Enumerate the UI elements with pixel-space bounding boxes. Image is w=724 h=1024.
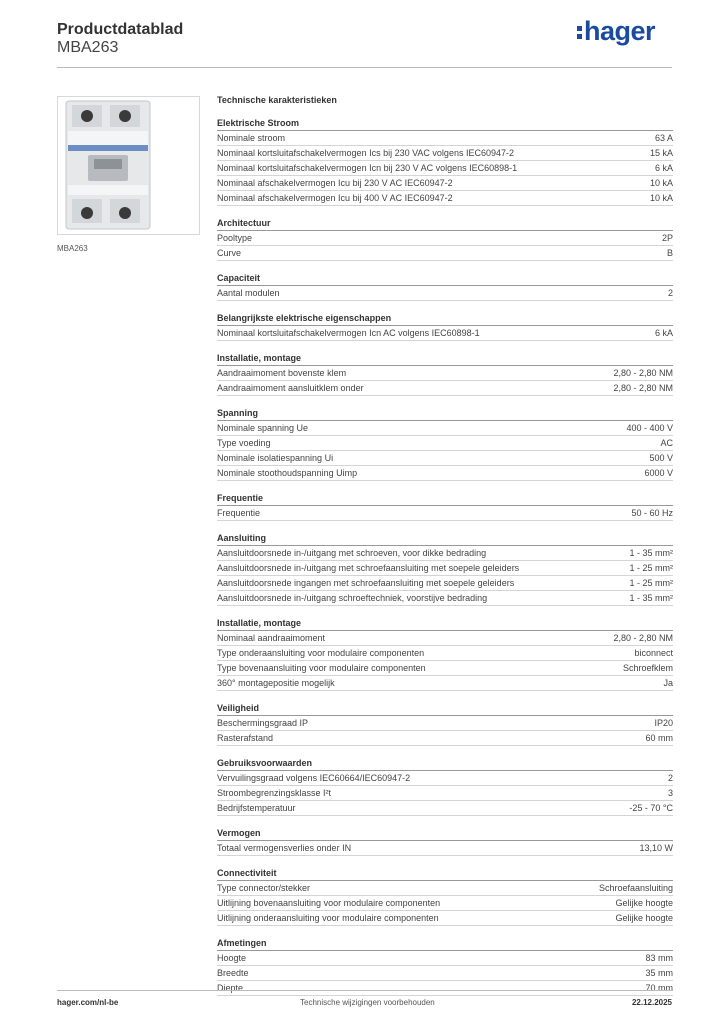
spec-row [217, 421, 673, 436]
spec-row [217, 506, 673, 521]
spec-section [217, 867, 673, 926]
spec-row [217, 161, 673, 176]
section-title: Installatie, montage [217, 352, 673, 366]
spec-row [217, 881, 673, 896]
spec-label: Vervuilingsgraad volgens IEC60664/IEC60947-2 [217, 773, 411, 783]
spec-label: Totaal vermogensverlies onder IN [217, 843, 352, 853]
spec-section [217, 702, 673, 746]
spec-label: Aandraaimoment bovenste klem [217, 368, 347, 378]
spec-value: 83 mm [645, 953, 673, 963]
spec-label: Breedte [217, 968, 249, 978]
spec-row [217, 951, 673, 966]
spec-section [217, 827, 673, 856]
spec-label: Aansluitdoorsnede in-/uitgang schroeftechniek, voorstijve bedrading [217, 593, 488, 603]
spec-value: 10 kA [649, 193, 673, 203]
spec-value: -25 - 70 °C [629, 803, 673, 813]
spec-row [217, 561, 673, 576]
section-title: Architectuur [217, 217, 673, 231]
footer-website[interactable]: hager.com/nl-be [57, 998, 119, 1007]
product-code: MBA263 [57, 39, 119, 56]
spec-value: Schroefklem [622, 663, 673, 673]
spec-value: 6000 V [644, 468, 673, 478]
spec-value: 2P [661, 233, 673, 243]
spec-label: Frequentie [217, 508, 261, 518]
spec-row [217, 661, 673, 676]
spec-value: 1 - 35 mm² [629, 593, 673, 603]
spec-label: Bedrijfstemperatuur [217, 803, 296, 813]
spec-value: Gelijke hoogte [615, 913, 673, 923]
spec-section [217, 492, 673, 521]
spec-row [217, 231, 673, 246]
spec-row [217, 546, 673, 561]
spec-row [217, 326, 673, 341]
section-title: Frequentie [217, 492, 673, 506]
spec-section [217, 312, 673, 341]
spec-row [217, 631, 673, 646]
spec-row [217, 716, 673, 731]
spec-label: Nominaal kortsluitafschakelvermogen Icn AC volgens IEC60898-1 [217, 328, 480, 338]
spec-value: Gelijke hoogte [615, 898, 673, 908]
spec-row [217, 246, 673, 261]
spec-label: Uitlijning bovenaansluiting voor modulaire componenten [217, 898, 441, 908]
spec-row [217, 646, 673, 661]
spec-row [217, 771, 673, 786]
spec-row [217, 131, 673, 146]
spec-value: 60 mm [645, 733, 673, 743]
section-title: Connectiviteit [217, 867, 673, 881]
footer-divider [57, 990, 672, 991]
spec-label: Aansluitdoorsnede ingangen met schroefaansluiting met soepele geleiders [217, 578, 515, 588]
footer-disclaimer: Technische wijzigingen voorbehouden [300, 998, 435, 1007]
spec-section [217, 532, 673, 606]
circuit-breaker-icon [58, 97, 199, 234]
spec-value: 2,80 - 2,80 NM [613, 383, 673, 393]
spec-value: 400 - 400 V [626, 423, 673, 433]
spec-section [217, 937, 673, 996]
spec-row [217, 286, 673, 301]
spec-value: 1 - 35 mm² [629, 548, 673, 558]
spec-label: Pooltype [217, 233, 253, 243]
section-title: Vermogen [217, 827, 673, 841]
spec-value: AC [660, 438, 673, 448]
spec-value: B [666, 248, 673, 258]
spec-row [217, 896, 673, 911]
spec-row [217, 786, 673, 801]
section-title: Belangrijkste elektrische eigenschappen [217, 312, 673, 326]
spec-sections [217, 117, 673, 996]
spec-value: Schroefaansluiting [598, 883, 673, 893]
spec-row [217, 731, 673, 746]
spec-value: 3 [667, 788, 673, 798]
spec-row [217, 911, 673, 926]
section-title: Capaciteit [217, 272, 673, 286]
spec-value: 2,80 - 2,80 NM [613, 368, 673, 378]
spec-label: Type onderaansluiting voor modulaire componenten [217, 648, 425, 658]
spec-row [217, 801, 673, 816]
spec-label: Aantal modulen [217, 288, 280, 298]
section-title: Afmetingen [217, 937, 673, 951]
spec-label: Beschermingsgraad IP [217, 718, 309, 728]
spec-row [217, 981, 673, 996]
spec-value: 2,80 - 2,80 NM [613, 633, 673, 643]
product-caption: MBA263 [57, 244, 88, 253]
logo-dots-icon [577, 23, 582, 42]
spec-label: Type bovenaansluiting voor modulaire componenten [217, 663, 426, 673]
spec-value: 2 [667, 773, 673, 783]
spec-label: Stroombegrenzingsklasse I²t [217, 788, 332, 798]
spec-label: Diepte [217, 983, 244, 993]
spec-label: Aansluitdoorsnede in-/uitgang met schroefaansluiting met soepele geleiders [217, 563, 520, 573]
specifications [217, 95, 673, 1007]
spec-row [217, 366, 673, 381]
spec-value: 15 kA [649, 148, 673, 158]
product-image [57, 96, 200, 235]
section-title: Installatie, montage [217, 617, 673, 631]
footer-date: 22.12.2025 [631, 998, 672, 1007]
logo-text: hager [583, 16, 655, 46]
spec-label: Nominaal kortsluitafschakelvermogen Ics bij 230 VAC volgens IEC60947-2 [217, 148, 514, 158]
spec-label: Nominaal aandraaimoment [217, 633, 326, 643]
spec-value: 50 - 60 Hz [631, 508, 673, 518]
spec-row [217, 436, 673, 451]
spec-row [217, 966, 673, 981]
spec-row [217, 466, 673, 481]
spec-value: 1 - 25 mm² [629, 578, 673, 588]
spec-value: 500 V [649, 453, 673, 463]
spec-row [217, 676, 673, 691]
spec-label: Nominaal kortsluitafschakelvermogen Icn bij 230 V AC volgens IEC60898-1 [217, 163, 518, 173]
spec-label: Hoogte [217, 953, 247, 963]
section-title: Veiligheid [217, 702, 673, 716]
spec-label: Aansluitdoorsnede in-/uitgang met schroeven, voor dikke bedrading [217, 548, 487, 558]
section-title: Elektrische Stroom [217, 117, 673, 131]
spec-value: 2 [667, 288, 673, 298]
spec-section [217, 617, 673, 691]
spec-label: Nominale spanning Ue [217, 423, 309, 433]
spec-label: Rasterafstand [217, 733, 274, 743]
spec-value: 6 kA [654, 163, 673, 173]
spec-label: Type voeding [217, 438, 271, 448]
spec-value: 13,10 W [639, 843, 673, 853]
section-title: Aansluiting [217, 532, 673, 546]
spec-value: IP20 [654, 718, 673, 728]
spec-section [217, 352, 673, 396]
spec-row [217, 591, 673, 606]
spec-value: 63 A [654, 133, 673, 143]
spec-value: 6 kA [654, 328, 673, 338]
spec-row [217, 381, 673, 396]
spec-label: 360° montagepositie mogelijk [217, 678, 335, 688]
page-title: Productdatablad [57, 21, 184, 38]
hager-logo [577, 16, 655, 47]
spec-row [217, 176, 673, 191]
spec-label: Type connector/stekker [217, 883, 311, 893]
spec-value: 1 - 25 mm² [629, 563, 673, 573]
specs-title: Technische karakteristieken [217, 95, 337, 105]
spec-value: biconnect [634, 648, 673, 658]
spec-label: Curve [217, 248, 242, 258]
spec-section [217, 217, 673, 261]
spec-section [217, 407, 673, 481]
spec-section [217, 272, 673, 301]
spec-value: 10 kA [649, 178, 673, 188]
spec-section [217, 117, 673, 206]
spec-value: Ja [663, 678, 673, 688]
spec-label: Nominale stroom [217, 133, 286, 143]
section-title: Spanning [217, 407, 673, 421]
spec-row [217, 576, 673, 591]
spec-section [217, 757, 673, 816]
header-divider [57, 67, 672, 68]
spec-value: 70 mm [645, 983, 673, 993]
spec-label: Aandraaimoment aansluitklem onder [217, 383, 364, 393]
spec-label: Nominale stoothoudspanning Uimp [217, 468, 358, 478]
section-title: Gebruiksvoorwaarden [217, 757, 673, 771]
spec-row [217, 451, 673, 466]
spec-label: Nominaal afschakelvermogen Icu bij 400 V AC IEC60947-2 [217, 193, 453, 203]
spec-label: Uitlijning onderaansluiting voor modulaire componenten [217, 913, 439, 923]
spec-value: 35 mm [645, 968, 673, 978]
spec-row [217, 841, 673, 856]
spec-label: Nominale isolatiespanning Ui [217, 453, 334, 463]
spec-label: Nominaal afschakelvermogen Icu bij 230 V AC IEC60947-2 [217, 178, 453, 188]
spec-row [217, 146, 673, 161]
spec-row [217, 191, 673, 206]
